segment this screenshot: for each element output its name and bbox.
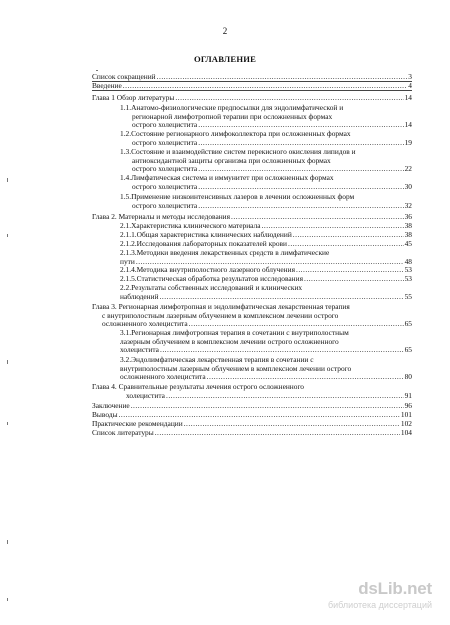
- toc-entry-text: 2.1.1.Общая характеристика клинических наблюдений: [120, 230, 292, 239]
- toc-entry-text: осложненного холецистита: [120, 372, 206, 382]
- toc-entry-text: 3.1.Регионарная лимфотропная терапия в сочетании с внутриполостным: [120, 328, 349, 337]
- toc-entry-text: острого холецистита: [132, 181, 198, 191]
- leader-dots: [175, 94, 403, 102]
- toc-entry[interactable]: [0, 148, 450, 174]
- toc-entry-text: наблюдений: [120, 291, 159, 301]
- watermark-subtitle: библиотека диссертаций: [327, 600, 432, 610]
- toc-entry[interactable]: [0, 383, 450, 400]
- toc-entry-text: Глава 3. Регионарная лимфотропная и эндолимфатическая лекарственная терапия: [92, 302, 350, 311]
- toc-entry-text: осложненного холецистита: [102, 319, 188, 329]
- scan-artifact: [7, 234, 8, 237]
- toc-entry[interactable]: [0, 94, 450, 103]
- toc-entry-text: Практические рекомендации: [92, 419, 183, 428]
- toc-page-number: 14: [404, 120, 412, 130]
- leader-dots: [296, 266, 404, 274]
- toc-page-number: 3: [408, 72, 412, 81]
- toc-entry-text: Введение: [92, 81, 122, 90]
- leader-dots: [198, 183, 403, 191]
- toc-page-number: 32: [404, 200, 412, 210]
- toc-entry[interactable]: [0, 104, 450, 130]
- toc-entry-text: внутриполостным лазерным облучением в комплексном лечении острого: [120, 363, 352, 373]
- leader-dots: [184, 420, 400, 428]
- toc-entry-text: Глава 1 Обзор литературы: [92, 93, 175, 102]
- toc-entry[interactable]: [0, 193, 450, 210]
- toc-title: ОГЛАВЛЕНИЕ: [193, 54, 257, 64]
- toc-entry-text: 1.1.Анатомо-физиологические предпосылки для эндолимфатической и: [120, 103, 344, 112]
- leader-dots: [155, 429, 400, 437]
- scan-artifact: [7, 360, 8, 364]
- toc-entry-text: 2.1.3.Методики введения лекарственных средств в лимфатические: [120, 248, 330, 257]
- toc-entry[interactable]: [0, 411, 450, 420]
- toc-entry-text: 2.1.2.Исследования лабораторных показателей крови: [120, 239, 288, 248]
- toc-page-number: 96: [404, 401, 412, 410]
- watermark-logo: dsLib.net: [358, 579, 432, 598]
- toc-page-number: 19: [404, 137, 412, 147]
- toc-entry[interactable]: [0, 73, 450, 82]
- toc-page-number: 36: [404, 212, 412, 221]
- toc-entry-text: 2.1.4.Методика внутриполостного лазерного облучения: [120, 265, 295, 274]
- toc-entry-text: холецистита: [126, 390, 165, 400]
- toc-entry-text: антиоксидантной защиты организма при осложненных формах: [132, 155, 331, 165]
- toc-entry[interactable]: [0, 174, 450, 191]
- toc-entry[interactable]: [0, 130, 450, 147]
- toc-entry-text: Заключение: [92, 401, 130, 410]
- toc-page-number: 22: [404, 164, 412, 174]
- watermark: [288, 579, 438, 613]
- toc-entry-text: пути: [120, 256, 135, 266]
- toc-entry-text: холецистита: [120, 345, 159, 355]
- toc-entry-text: 1.5.Применение низкоинтенсивных лазеров в лечении осложненных форм: [120, 192, 355, 201]
- toc-page-number: 101: [400, 410, 412, 419]
- toc-entry[interactable]: [0, 249, 450, 266]
- scan-artifact: [96, 70, 98, 71]
- scan-artifact: [7, 598, 8, 601]
- toc-entry[interactable]: [0, 429, 450, 438]
- toc-page-number: 45: [404, 239, 412, 248]
- toc-page-number: 53: [404, 274, 412, 283]
- leader-dots: [160, 346, 404, 354]
- leader-dots: [123, 82, 408, 90]
- scan-artifact: [7, 178, 8, 182]
- toc-entry-text: острого холецистита: [132, 137, 198, 147]
- toc-page-number: 30: [404, 181, 412, 191]
- toc-entry-text: с внутриполостным лазерным облучением в комплексном лечении острого: [102, 310, 339, 320]
- toc-page-number: 14: [404, 93, 412, 102]
- leader-dots: [160, 293, 404, 301]
- leader-dots: [157, 73, 408, 81]
- toc-entry-text: острого холецистита: [132, 200, 198, 210]
- toc-page-number: 53: [404, 265, 412, 274]
- leader-dots: [198, 139, 403, 147]
- toc-entry-text: 1.3.Состояние и взаимодействие систем перекисного окисления липидов и: [120, 147, 356, 156]
- toc-entry-text: 1.4.Лимфатическая система и иммунитет при осложненных формах: [120, 173, 334, 182]
- toc-page-number: 38: [404, 230, 412, 239]
- leader-dots: [293, 231, 404, 239]
- toc-entry[interactable]: [0, 420, 450, 429]
- toc-entry-text: 2.1.5.Статистическая обработка результатов исследования: [120, 274, 303, 283]
- toc-page-number: 102: [400, 419, 412, 428]
- toc-entry[interactable]: [0, 402, 450, 411]
- toc-entry-text: 2.1.Характеристика клинического материала: [120, 221, 261, 230]
- leader-dots: [198, 202, 403, 210]
- scan-artifact: [7, 540, 8, 544]
- toc-entry-text: Глава 2. Материалы и методы исследования: [92, 212, 231, 221]
- toc-entry-text: лазерным облучением в комплексном лечении острого осложненного: [120, 336, 339, 346]
- toc-entry[interactable]: [0, 329, 450, 355]
- toc-page-number: 4: [408, 81, 412, 90]
- leader-dots: [207, 373, 404, 381]
- toc-entry-text: Глава 4. Сравнительные результаты лечения острого осложненного: [92, 382, 304, 391]
- toc-entry-text: 2.2.Результаты собственных исследований и клинических: [120, 283, 303, 292]
- toc-entry-text: острого холецистита: [132, 120, 198, 130]
- toc-page-number: 91: [404, 390, 412, 400]
- toc-entry[interactable]: [0, 284, 450, 301]
- toc-entry-text: регионарной лимфотропной терапии при осложненных формах: [132, 111, 333, 121]
- toc-page-number: 48: [404, 256, 412, 266]
- toc-page-number: 65: [404, 319, 412, 329]
- toc-page-number: 80: [404, 372, 412, 382]
- leader-dots: [166, 392, 404, 400]
- toc-page-number: 55: [404, 291, 412, 301]
- toc-entry-text: 3.2.Эндолимфатическая лекарственная терапия в сочетании с: [120, 355, 314, 364]
- toc-entry-text: острого холецистита: [132, 164, 198, 174]
- toc-entry[interactable]: [0, 82, 450, 91]
- toc-entry-text: Список литературы: [92, 428, 154, 437]
- leader-dots: [131, 402, 404, 410]
- toc-entry-text: Выводы: [92, 410, 118, 419]
- toc-entry-text: 1.2.Состояние регионарного лимфоколлектора при осложненных формах: [120, 129, 351, 138]
- toc-page-number: 65: [404, 345, 412, 355]
- page-number: 2: [222, 26, 228, 36]
- toc-entry[interactable]: [0, 356, 450, 382]
- leader-dots: [304, 275, 404, 283]
- scan-artifact: [7, 422, 8, 425]
- toc-entry[interactable]: [0, 303, 450, 329]
- toc-page-number: 104: [400, 428, 412, 437]
- toc-entry-text: Список сокращений: [92, 72, 156, 81]
- toc-page-number: 38: [404, 221, 412, 230]
